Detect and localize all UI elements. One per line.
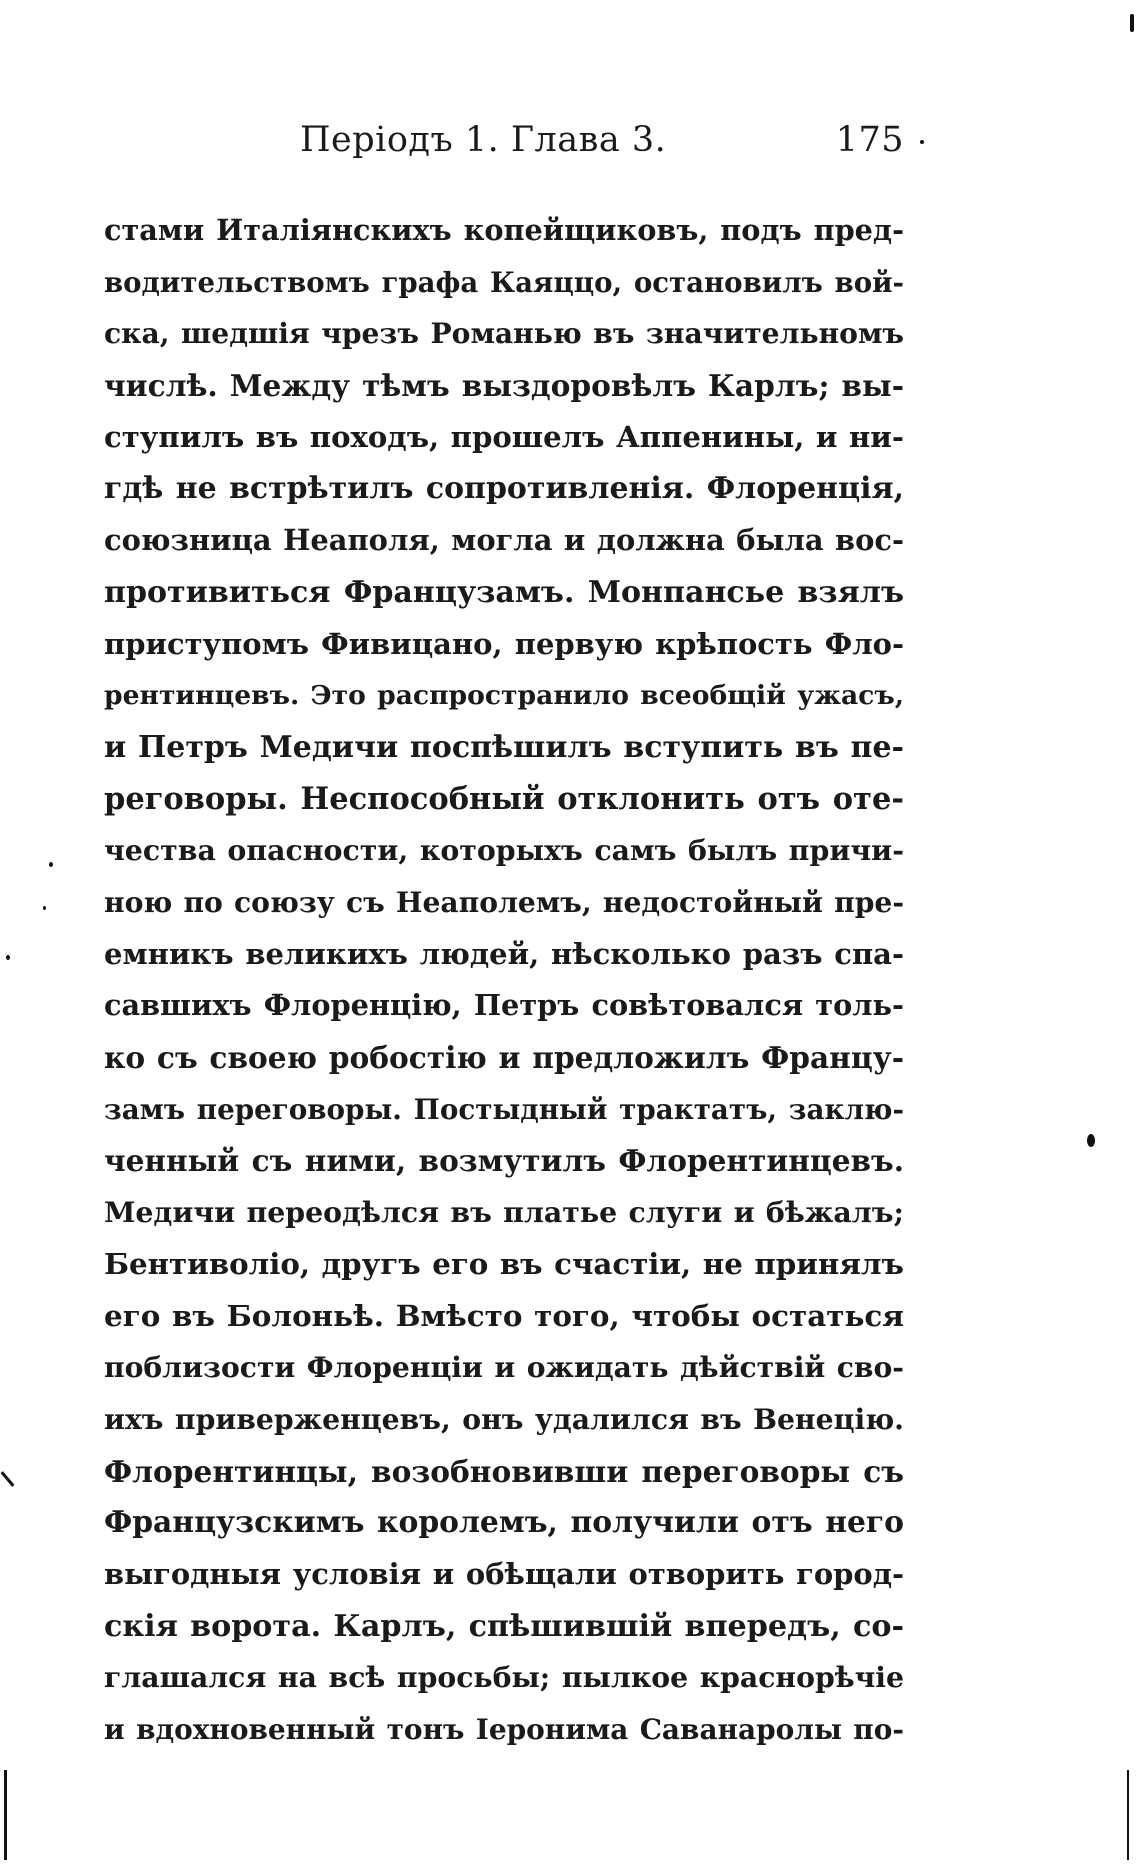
scan-edge-mark <box>4 1770 7 1860</box>
text-line: ною по союзу съ Неаполемъ, недостойный пре- <box>104 885 904 919</box>
text-line: ченный съ ними, возмутилъ Флорентинцевъ. <box>104 1143 904 1179</box>
body-text <box>104 205 904 1756</box>
text-line: союзница Неаполя, могла и должна была вос- <box>104 523 904 558</box>
text-line: Французскимъ королемъ, получили отъ него <box>104 1505 904 1541</box>
scan-speck <box>43 906 46 910</box>
text-line: поблизости Флоренціи и ожидать дѣйствій сво- <box>104 1351 904 1385</box>
text-line: и Петръ Медичи поспѣшилъ вступить въ пе- <box>104 729 904 765</box>
text-line: ступилъ въ походъ, прошелъ Аппенины, и ни- <box>104 419 904 454</box>
text-line: выгодныя условія и обѣщали отворить город- <box>104 1556 904 1591</box>
text-line: противиться Французамъ. Монпансье взялъ <box>104 574 904 610</box>
text-line: чества опасности, которыхъ самъ былъ причи- <box>104 833 904 868</box>
text-line: гдѣ не встрѣтилъ сопротивленія. Флоренція, <box>104 471 904 507</box>
text-line: числѣ. Между тѣмъ выздоровѣлъ Карлъ; вы- <box>104 368 904 404</box>
text-line: рентинцевъ. Это распространило всеобщій ужасъ, <box>104 680 904 712</box>
scan-speck <box>1087 1134 1095 1147</box>
scan-speck <box>49 862 53 867</box>
running-title: Періодъ 1. Глава 3. <box>300 120 667 160</box>
scan-edge-mark <box>1127 1770 1129 1860</box>
text-line: ска, шедшія чрезъ Романью въ значительномъ <box>104 317 904 351</box>
text-line: глашался на всѣ просьбы; пылкое краснорѣчіе <box>104 1660 904 1695</box>
scan-speck <box>6 955 10 960</box>
scan-speck <box>920 140 924 144</box>
page-number: 175 <box>835 120 904 160</box>
text-line: приступомъ Фивицано, первую крѣпость Фло- <box>104 626 904 661</box>
text-line: Медичи переодѣлся въ платье слуги и бѣжалъ; <box>104 1195 904 1230</box>
scan-edge-mark <box>1 1471 15 1487</box>
text-line: емникъ великихъ людей, нѣсколько разъ спа- <box>104 936 904 971</box>
text-line: реговоры. Неспособный отклонить отъ оте- <box>104 780 904 817</box>
text-line: ихъ приверженцевъ, онъ удалился въ Венецію. <box>104 1401 904 1436</box>
text-line: стами Италіянскихъ копейщиковъ, подъ пред- <box>104 213 904 247</box>
text-line: и вдохновенный тонъ Іеронима Саванаролы по- <box>104 1712 904 1746</box>
running-head <box>300 120 904 170</box>
text-line: савшихъ Флоренцію, Петръ совѣтовался толь- <box>104 988 904 1023</box>
text-line: скія ворота. Карлъ, спѣшившій впередъ, со- <box>104 1608 904 1644</box>
scan-speck <box>1130 14 1134 32</box>
text-line: Бентиволіо, другъ его въ счастіи, не принялъ <box>104 1246 904 1281</box>
text-line: замъ переговоры. Постыдный трактатъ, заклю- <box>104 1092 904 1126</box>
text-line: водительствомъ графа Каяццо, остановилъ вой- <box>104 265 904 299</box>
text-line: ко съ своею робостію и предложилъ Францу- <box>104 1040 904 1075</box>
text-line: Флорентинцы, возобновивши переговоры съ <box>104 1453 904 1489</box>
text-line: его въ Болоньѣ. Вмѣсто того, чтобы остаться <box>104 1298 904 1334</box>
